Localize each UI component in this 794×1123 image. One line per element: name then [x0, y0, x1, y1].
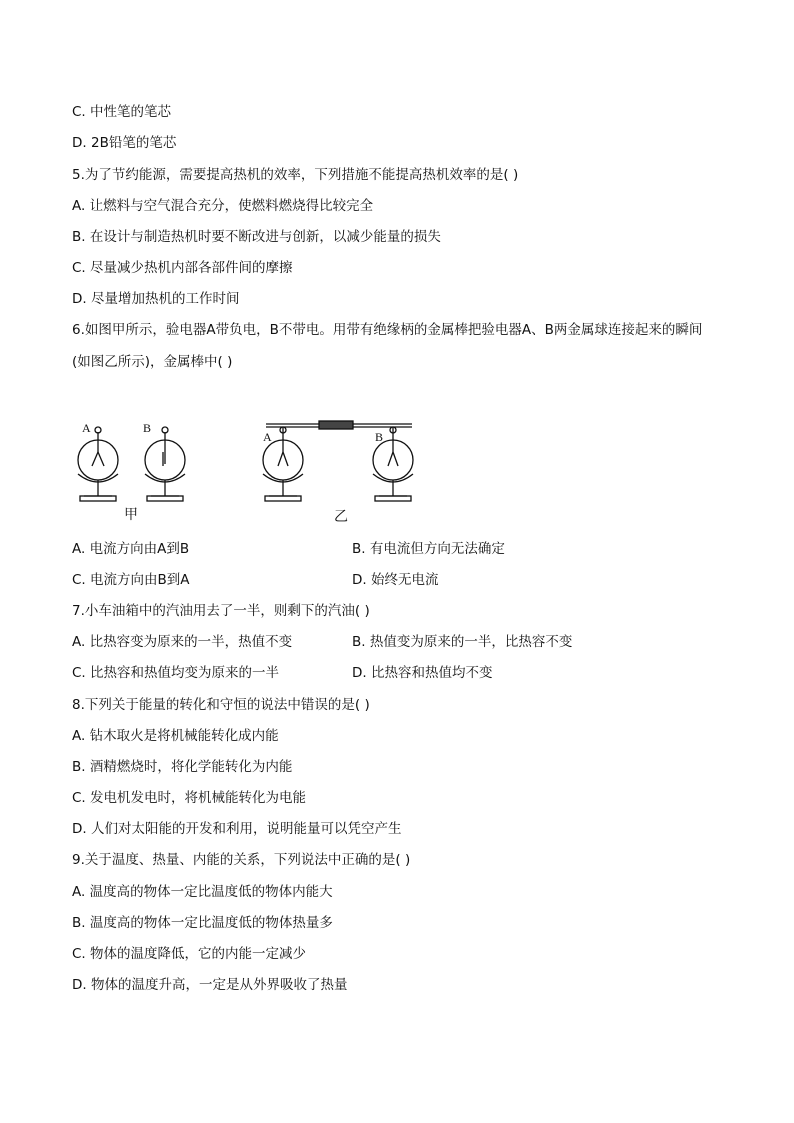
option-c-q8: C. 发电机发电时，将机械能转化为电能: [72, 790, 307, 806]
option-a-q5: A. 让燃料与空气混合充分，使燃料燃烧得比较完全: [72, 198, 374, 214]
option-d-q6: D. 始终无电流: [352, 572, 439, 588]
option-d-q7: D. 比热容和热值均不变: [352, 665, 493, 681]
option-c-q5: C. 尽量减少热机内部各部件间的摩擦: [72, 260, 293, 276]
option-d-q4: D. 2B铅笔的笔芯: [72, 135, 177, 151]
option-d-q5: D. 尽量增加热机的工作时间: [72, 291, 240, 307]
option-d-q9: D. 物体的温度升高，一定是从外界吸收了热量: [72, 977, 348, 993]
option-c-q7: C. 比热容和热值均变为原来的一半: [72, 665, 280, 681]
option-a-q8: A. 钻木取火是将机械能转化成内能: [72, 728, 279, 744]
figure-label-b-left: B: [143, 421, 152, 435]
option-b-q7: B. 热值变为原来的一半，比热容不变: [352, 634, 573, 650]
option-a-q6: A. 电流方向由A到B: [72, 541, 190, 557]
option-c-q9: C. 物体的温度降低，它的内能一定减少: [72, 946, 307, 962]
option-b-q8: B. 酒精燃烧时，将化学能转化为内能: [72, 759, 293, 775]
figure-caption-left: 甲: [124, 507, 138, 523]
figure-label-b-right: B: [375, 430, 384, 444]
option-a-q9: A. 温度高的物体一定比温度低的物体内能大: [72, 884, 333, 900]
figure-label-a-right: A: [263, 430, 272, 444]
question-9: 9.关于温度、热量、内能的关系，下列说法中正确的是( ): [72, 852, 411, 868]
option-b-q6: B. 有电流但方向无法确定: [352, 541, 505, 557]
option-c-q6: C. 电流方向由B到A: [72, 572, 190, 588]
figure-label-a-left: A: [82, 421, 91, 435]
figure-caption-right: 乙: [334, 509, 348, 525]
option-c-q4: C. 中性笔的笔芯: [72, 104, 172, 120]
option-a-q7: A. 比热容变为原来的一半，热值不变: [72, 634, 293, 650]
question-7: 7.小车油箱中的汽油用去了一半，则剩下的汽油( ): [72, 603, 370, 619]
electroscope-figure: [70, 412, 430, 527]
option-d-q8: D. 人们对太阳能的开发和利用，说明能量可以凭空产生: [72, 821, 402, 837]
option-b-q5: B. 在设计与制造热机时要不断改进与创新，以减少能量的损失: [72, 229, 441, 245]
question-5: 5.为了节约能源，需要提高热机的效率，下列措施不能提高热机效率的是( ): [72, 167, 519, 183]
question-6-line-2: (如图乙所示)，金属棒中( ): [72, 354, 233, 370]
question-8: 8.下列关于能量的转化和守恒的说法中错误的是( ): [72, 697, 370, 713]
option-b-q9: B. 温度高的物体一定比温度低的物体热量多: [72, 915, 333, 931]
question-6-line-1: 6.如图甲所示，验电器A带负电，B不带电。用带有绝缘柄的金属棒把验电器A、B两金属球连接起来的瞬间: [72, 322, 703, 338]
